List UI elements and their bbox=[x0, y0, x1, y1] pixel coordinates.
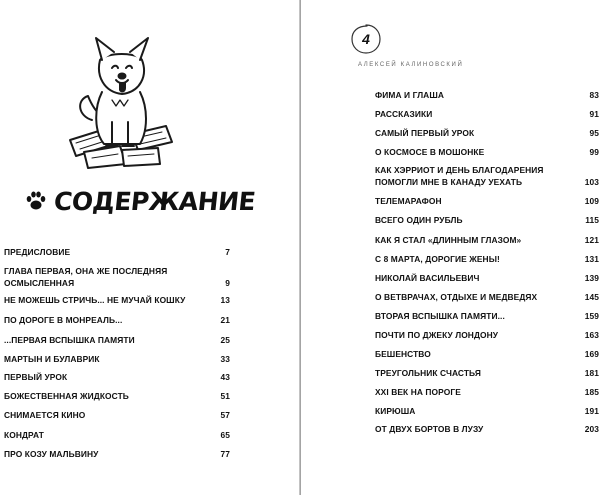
toc-entry-title: БЕШЕНСТВО bbox=[375, 349, 431, 359]
toc-entry-title: ВСЕГО ОДИН РУБЛЬ bbox=[375, 215, 463, 225]
toc-entry-page: 99 bbox=[589, 147, 599, 157]
toc-entry-page: 191 bbox=[584, 406, 599, 416]
toc-entry[interactable] bbox=[375, 234, 599, 246]
paw-icon bbox=[24, 189, 48, 213]
toc-entry-title: ВТОРАЯ ВСПЫШКА ПАМЯТИ... bbox=[375, 311, 505, 321]
toc-entry-title: КАК ХЭРРИОТ И ДЕНЬ БЛАГОДАРЕНИЯ ПОМОГЛИ МНЕ В КАНАДУ УЕХАТЬ bbox=[375, 165, 544, 187]
toc-entry-title: НИКОЛАЙ ВАСИЛЬЕВИЧ bbox=[375, 273, 480, 283]
toc-entry-page: 7 bbox=[225, 247, 230, 257]
toc-entry[interactable] bbox=[375, 423, 599, 435]
toc-entry-title: О ВЕТВРАЧАХ, ОТДЫХЕ И МЕДВЕДЯХ bbox=[375, 292, 538, 302]
toc-entry-title: САМЫЙ ПЕРВЫЙ УРОК bbox=[375, 128, 475, 138]
toc-entry-page: 139 bbox=[584, 273, 599, 283]
toc-entry-page: 95 bbox=[589, 128, 599, 138]
toc-entry[interactable] bbox=[4, 334, 230, 346]
toc-entry-title: ФИМА И ГЛАША bbox=[375, 90, 444, 100]
toc-entry-page: 65 bbox=[220, 430, 230, 440]
toc-entry-title: БОЖЕСТВЕННАЯ ЖИДКОСТЬ bbox=[4, 391, 129, 401]
toc-entry[interactable] bbox=[375, 108, 599, 120]
toc-entry[interactable] bbox=[4, 390, 230, 402]
toc-entry-title: КОНДРАТ bbox=[4, 430, 44, 440]
toc-entry-title: НЕ МОЖЕШЬ СТРИЧЬ... НЕ МУЧАЙ КОШКУ bbox=[4, 295, 186, 305]
dog-illustration bbox=[62, 30, 180, 170]
toc-entry[interactable] bbox=[375, 214, 599, 226]
toc-entry[interactable] bbox=[375, 164, 599, 188]
toc-entry-title: ПОЧТИ ПО ДЖЕКУ ЛОНДОНУ bbox=[375, 330, 499, 340]
toc-entry-page: 181 bbox=[584, 368, 599, 378]
toc-entry-page: 169 bbox=[584, 349, 599, 359]
toc-entry-title: ПРО КОЗУ МАЛЬВИНУ bbox=[4, 449, 99, 459]
toc-entry-page: 91 bbox=[589, 109, 599, 119]
toc-entry-page: 51 bbox=[220, 391, 230, 401]
toc-entry[interactable] bbox=[4, 314, 230, 326]
toc-entry-page: 77 bbox=[220, 449, 230, 459]
toc-entry[interactable] bbox=[4, 409, 230, 421]
toc-entry-title: ПРЕДИСЛОВИЕ bbox=[4, 247, 71, 257]
toc-entry[interactable] bbox=[375, 272, 599, 284]
toc-entry-title: ТЕЛЕМАРАФОН bbox=[375, 196, 442, 206]
toc-entry-page: 115 bbox=[585, 215, 599, 225]
toc-entry[interactable] bbox=[4, 265, 230, 289]
toc-entry[interactable] bbox=[4, 448, 230, 460]
toc-entry-title: ТРЕУГОЛЬНИК СЧАСТЬЯ bbox=[375, 368, 481, 378]
toc-entry-page: 43 bbox=[220, 372, 230, 382]
toc-entry[interactable] bbox=[375, 329, 599, 341]
toc-entry[interactable] bbox=[4, 246, 230, 258]
toc-entry[interactable] bbox=[375, 367, 599, 379]
toc-entry-title: ПО ДОРОГЕ В МОНРЕАЛЬ... bbox=[4, 315, 123, 325]
toc-entry-page: 163 bbox=[584, 330, 599, 340]
running-head-author: АЛЕКСЕЙ КАЛИНОВСКИЙ bbox=[358, 62, 464, 68]
toc-entry-page: 109 bbox=[584, 196, 599, 206]
toc-entry[interactable] bbox=[4, 294, 230, 306]
page-number-badge bbox=[349, 22, 383, 56]
toc-entry[interactable] bbox=[375, 195, 599, 207]
toc-entry-title: ПЕРВЫЙ УРОК bbox=[4, 372, 68, 382]
toc-entry-title: ...ПЕРВАЯ ВСПЫШКА ПАМЯТИ bbox=[4, 335, 135, 345]
toc-entry[interactable] bbox=[375, 146, 599, 158]
toc-entry-title: О КОСМОСЕ В МОШОНКЕ bbox=[375, 147, 485, 157]
toc-entry[interactable] bbox=[375, 310, 599, 322]
toc-entry-page: 25 bbox=[220, 335, 230, 345]
toc-entry-page: 145 bbox=[584, 292, 599, 302]
contents-heading: СОДЕРЖАНИЕ bbox=[52, 186, 257, 216]
page-number: 4 bbox=[362, 31, 370, 47]
toc-entry[interactable] bbox=[4, 429, 230, 441]
toc-entry-title: КИРЮША bbox=[375, 406, 416, 416]
toc-entry[interactable] bbox=[4, 371, 230, 383]
contents-heading-row bbox=[24, 183, 255, 219]
toc-entry-title: ГЛАВА ПЕРВАЯ, ОНА ЖЕ ПОСЛЕДНЯЯ ОСМЫСЛЕННАЯ bbox=[4, 266, 168, 288]
toc-entry[interactable] bbox=[375, 348, 599, 360]
toc-entry-page: 13 bbox=[220, 295, 230, 305]
toc-entry-page: 57 bbox=[220, 410, 230, 420]
toc-entry[interactable] bbox=[375, 253, 599, 265]
toc-entry-title: КАК Я СТАЛ «ДЛИННЫМ ГЛАЗОМ» bbox=[375, 235, 522, 245]
toc-entry-page: 103 bbox=[584, 177, 599, 187]
toc-entry[interactable] bbox=[375, 291, 599, 303]
toc-entry-page: 9 bbox=[225, 278, 230, 288]
toc-entry-page: 121 bbox=[584, 235, 599, 245]
toc-entry-page: 159 bbox=[584, 311, 599, 321]
toc-entry-title: XXI ВЕК НА ПОРОГЕ bbox=[375, 387, 461, 397]
toc-entry-page: 21 bbox=[220, 315, 230, 325]
toc-entry-title: ОТ ДВУХ БОРТОВ В ЛУЗУ bbox=[375, 424, 484, 434]
toc-entry[interactable] bbox=[4, 353, 230, 365]
toc-entry[interactable] bbox=[375, 127, 599, 139]
right-page bbox=[301, 0, 600, 495]
toc-entry[interactable] bbox=[375, 405, 599, 417]
toc-entry-page: 131 bbox=[584, 254, 599, 264]
toc-entry-title: МАРТЫН И БУЛАВРИК bbox=[4, 354, 100, 364]
toc-entry[interactable] bbox=[375, 386, 599, 398]
toc-entry-page: 203 bbox=[584, 424, 599, 434]
toc-entry-title: С 8 МАРТА, ДОРОГИЕ ЖЕНЫ! bbox=[375, 254, 500, 264]
toc-entry-page: 33 bbox=[220, 354, 230, 364]
toc-entry-page: 83 bbox=[589, 90, 599, 100]
toc-entry-title: РАССКАЗИКИ bbox=[375, 109, 433, 119]
toc-entry[interactable] bbox=[375, 89, 599, 101]
toc-entry-title: СНИМАЕТСЯ КИНО bbox=[4, 410, 86, 420]
toc-entry-page: 185 bbox=[584, 387, 599, 397]
